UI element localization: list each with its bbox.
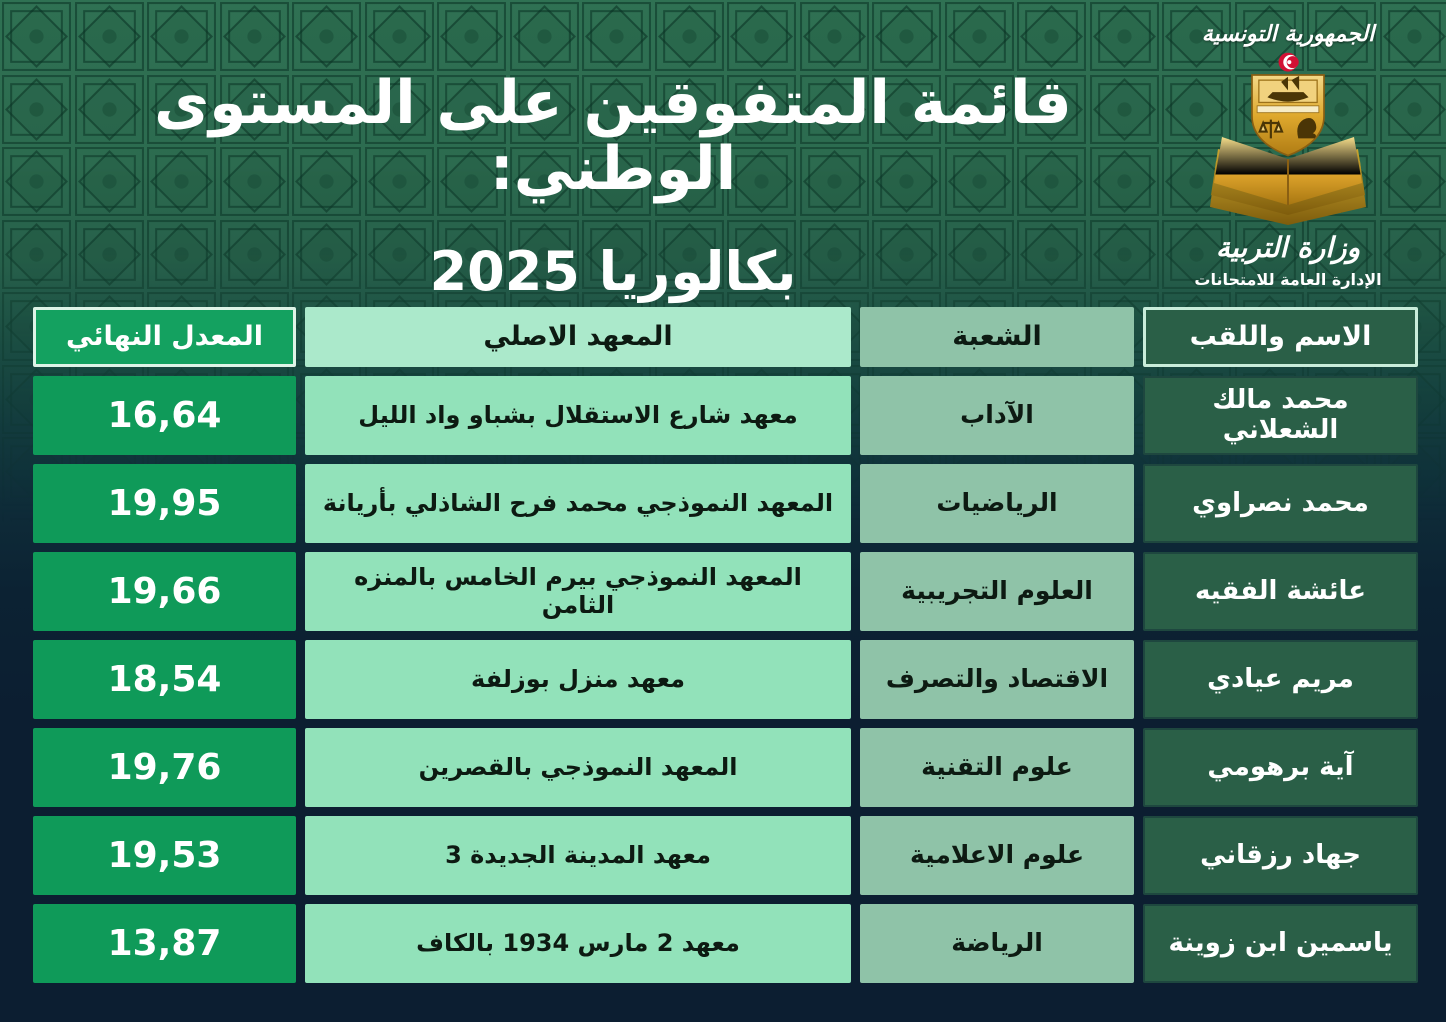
student-name: عائشة الفقيه — [1143, 552, 1418, 631]
student-institute: المعهد النموذجي بيرم الخامس بالمنزه الثامن — [305, 552, 851, 631]
student-score: 19,53 — [33, 816, 296, 895]
student-section: الاقتصاد والتصرف — [860, 640, 1134, 719]
student-section: الرياضيات — [860, 464, 1134, 543]
student-institute: المعهد النموذجي محمد فرح الشاذلي بأريانة — [305, 464, 851, 543]
ministry-calligraphy: وزارة التربية — [1215, 231, 1361, 264]
student-institute: معهد المدينة الجديدة 3 — [305, 816, 851, 895]
student-institute: المعهد النموذجي بالقصرين — [305, 728, 851, 807]
student-institute: معهد 2 مارس 1934 بالكاف — [305, 904, 851, 983]
student-section: الرياضة — [860, 904, 1134, 983]
student-institute: معهد منزل بوزلفة — [305, 640, 851, 719]
column-header-name: الاسم واللقب — [1143, 307, 1418, 367]
student-score: 13,87 — [33, 904, 296, 983]
student-score: 19,95 — [33, 464, 296, 543]
student-score: 16,64 — [33, 376, 296, 455]
ministry-logo-block — [1158, 22, 1418, 289]
student-name: ياسمين ابن زوينة — [1143, 904, 1418, 983]
column-header-section: الشعبة — [860, 307, 1134, 367]
page-subtitle: بكالوريا 2025 — [429, 240, 797, 303]
top-students-table — [33, 307, 1418, 983]
student-section: علوم الاعلامية — [860, 816, 1134, 895]
student-score: 19,66 — [33, 552, 296, 631]
title-block — [40, 70, 1186, 303]
page-title: قائمة المتفوقين على المستوى الوطني: — [154, 68, 1072, 204]
exams-administration-label: الإدارة العامة للامتحانات — [1194, 270, 1382, 289]
column-header-score: المعدل النهائي — [33, 307, 296, 367]
student-name: آية برهومي — [1143, 728, 1418, 807]
student-name: جهاد رزقاني — [1143, 816, 1418, 895]
student-institute: معهد شارع الاستقلال بشباو واد الليل — [305, 376, 851, 455]
student-score: 18,54 — [33, 640, 296, 719]
student-section: علوم التقنية — [860, 728, 1134, 807]
column-header-institute: المعهد الاصلي — [305, 307, 851, 367]
republic-calligraphy: الجمهورية التونسية — [1201, 22, 1375, 47]
student-name: محمد مالك الشعلاني — [1143, 376, 1418, 455]
student-section: العلوم التجريبية — [860, 552, 1134, 631]
student-name: مريم عيادي — [1143, 640, 1418, 719]
student-section: الآداب — [860, 376, 1134, 455]
student-name: محمد نصراوي — [1143, 464, 1418, 543]
student-score: 19,76 — [33, 728, 296, 807]
